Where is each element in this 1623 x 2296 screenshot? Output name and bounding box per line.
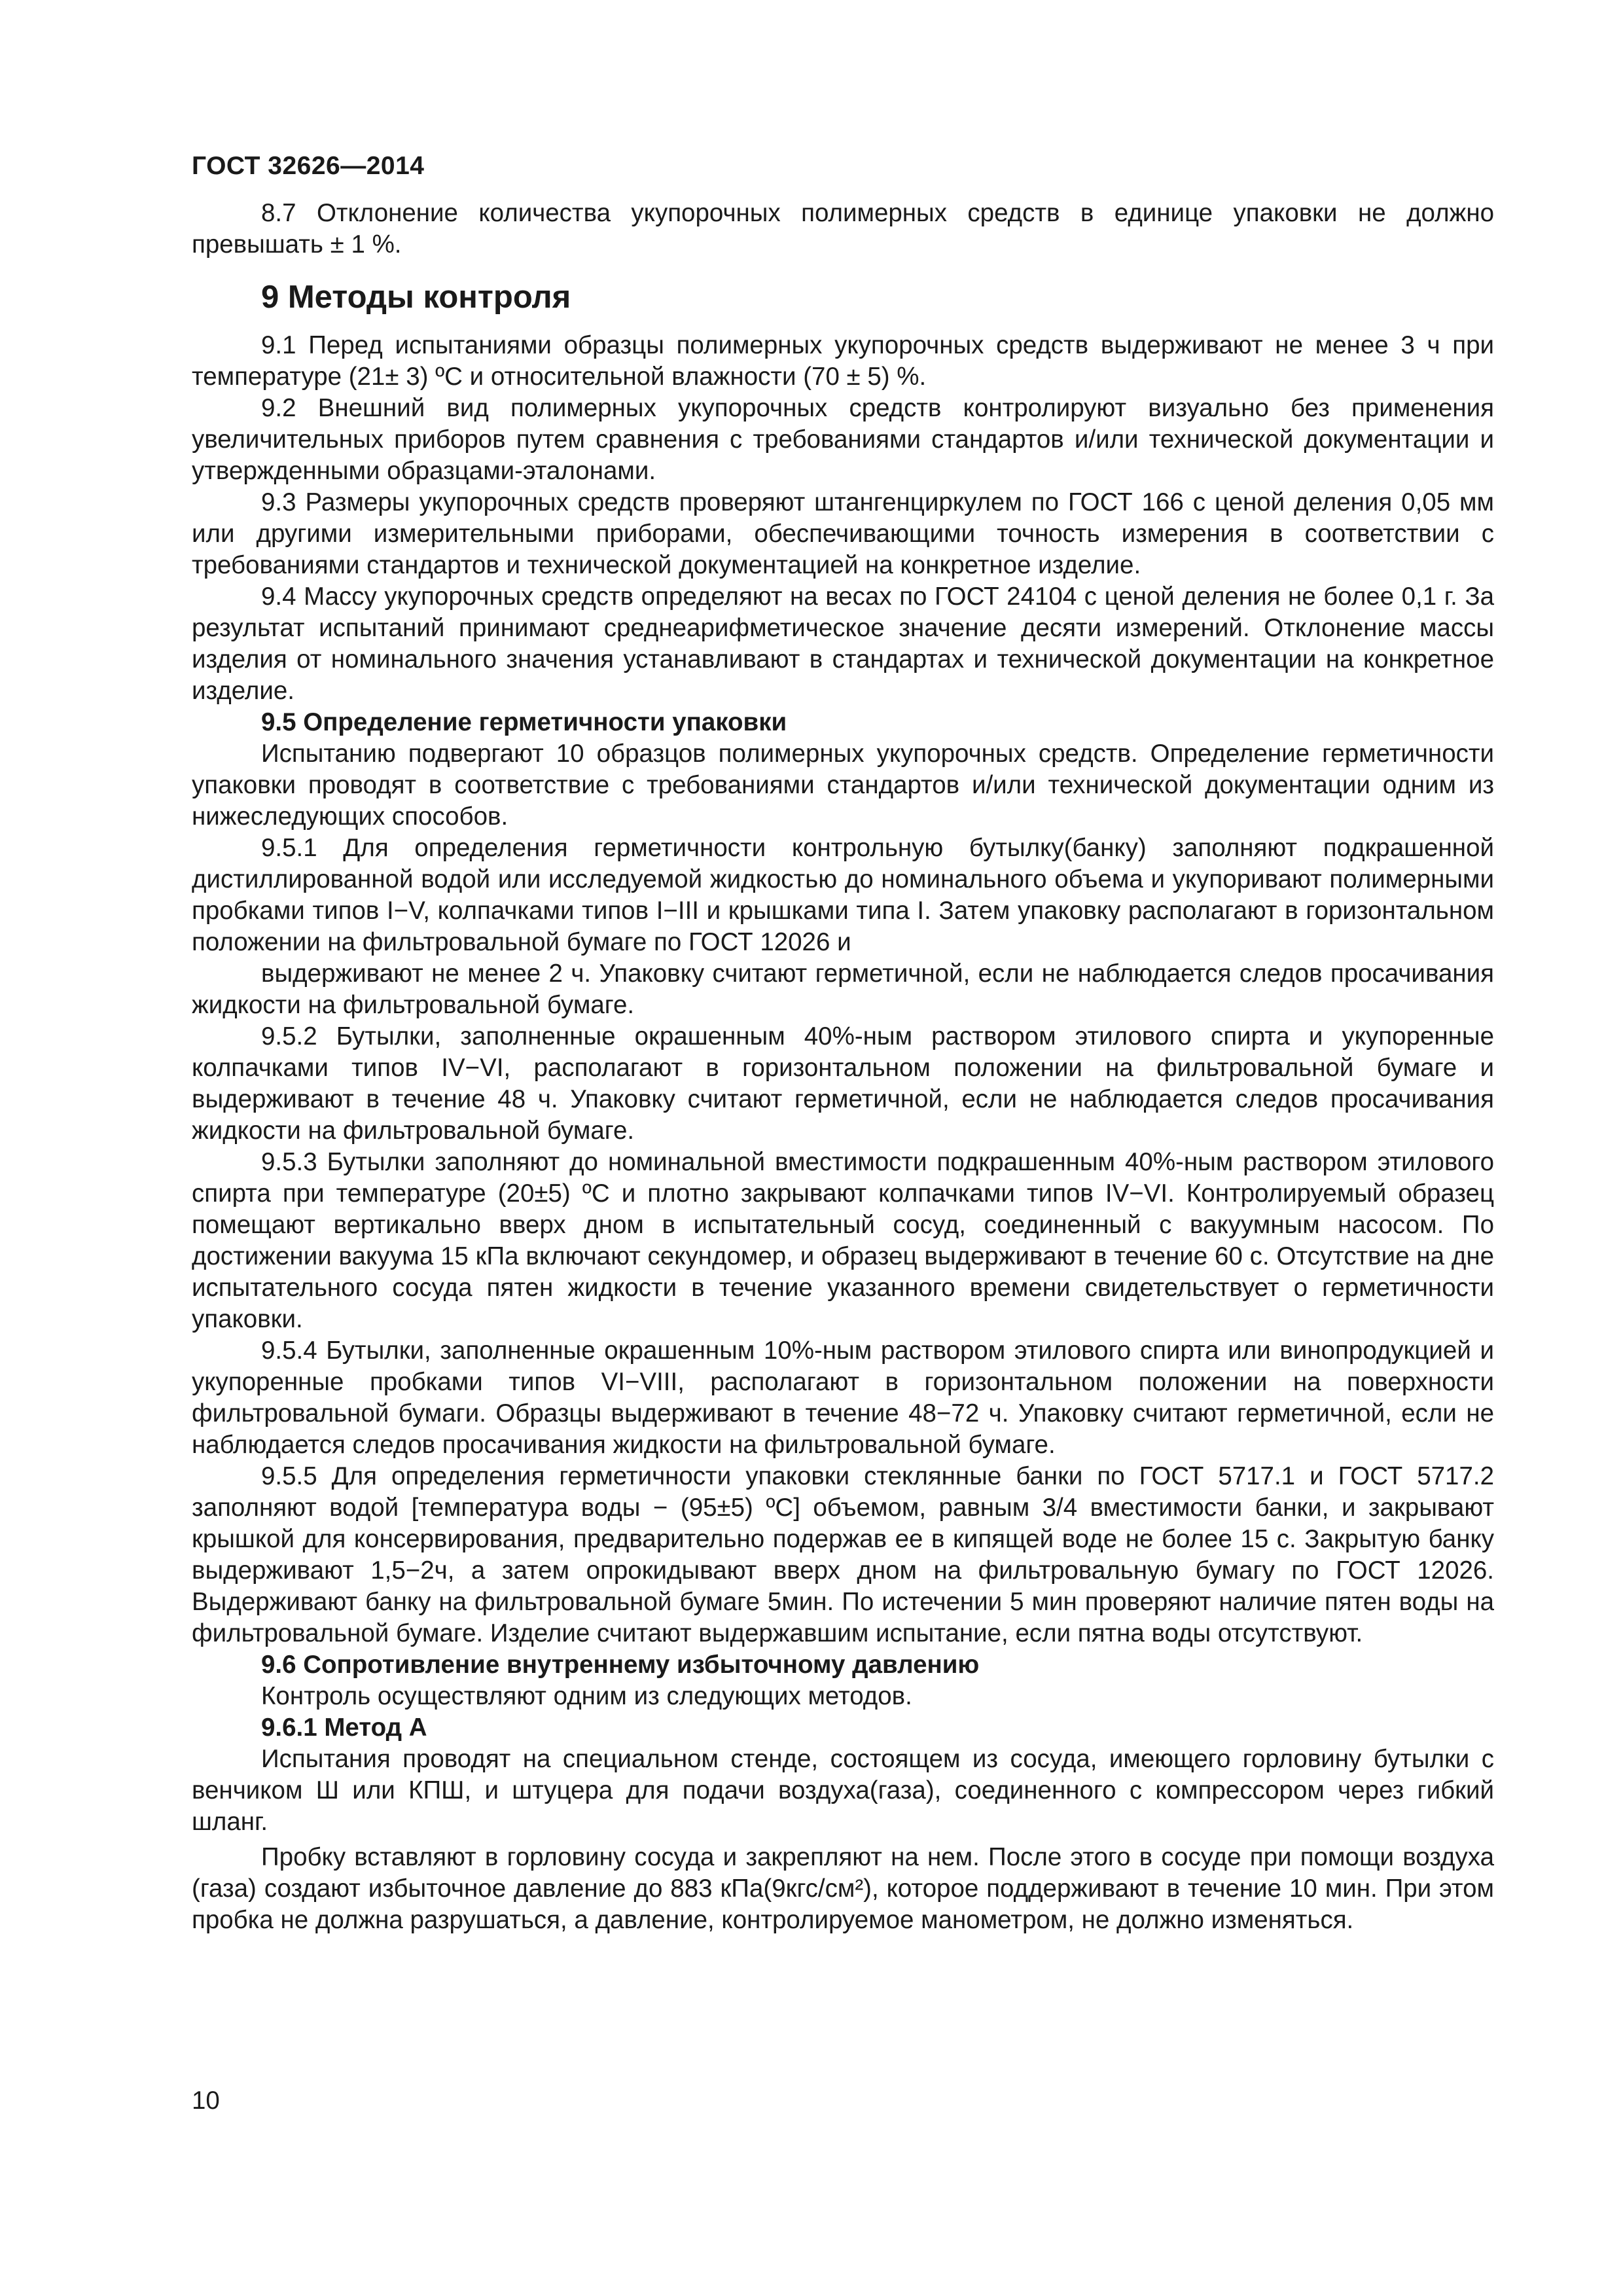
- paragraph-9-5-1: 9.5.1 Для определения герметичности контрольную бутылку(банку) заполняют подкрашенной дистиллированной водой или исследуемой жидкостью до номинального объема и укупоривают полимерными пробками типов I−V, колпачками типов I−III и крышками типа I. Затем упаковку располагают в горизонтальном положении на фильтровальной бумаге по ГОСТ 12026 и: [192, 834, 1494, 956]
- paragraph-9-5-3: 9.5.3 Бутылки заполняют до номинальной вместимости подкрашенным 40%-ным раствором этилового спирта при температуре (20±5) ºС и плотно закрывают колпачками типов IV−VI. Контролируемый образец помещают вертикально вверх дном в испытательный сосуд, соединенный с вакуумным насосом. По достижении вакуума 15 кПа включают секундомер, и образец выдерживают в течение 60 с. Отсутствие на дне испытательного сосуда пятен жидкости в течение указанного времени свидетельствует о герметичности упаковки.: [192, 1148, 1494, 1333]
- paragraph-9-5-2: 9.5.2 Бутылки, заполненные окрашенным 40%-ным раствором этилового спирта и укупоренные колпачками типов IV−VI, располагают в горизонтальном положении на фильтровальной бумаге и выдерживают в течение 48 ч. Упаковку считают герметичной, если не наблюдается следов просачивания жидкости на фильтровальной бумаге.: [192, 1022, 1494, 1145]
- document-header-code: ГОСТ 32626—2014: [192, 152, 425, 180]
- paragraph-9-6-intro: Контроль осуществляют одним из следующих методов.: [261, 1682, 912, 1710]
- paragraph-9-5-1-continued: выдерживают не менее 2 ч. Упаковку считают герметичной, если не наблюдается следов просачивания жидкости на фильтровальной бумаге.: [192, 960, 1494, 1019]
- subsection-heading-9-6: 9.6 Сопротивление внутреннему избыточному давлению: [261, 1651, 980, 1679]
- paragraph-9-2: 9.2 Внешний вид полимерных укупорочных средств контролируют визуально без применения увеличительных приборов путем сравнения с требованиями стандартов и/или технической документации и утвержденными образцами-эталонами.: [192, 394, 1494, 485]
- paragraph-9-6-1-b: Пробку вставляют в горловину сосуда и закрепляют на нем. После этого в сосуде при помощи воздуха (газа) создают избыточное давление до 883 кПа(9кгс/см²), которое поддерживают в течение 10 мин. При этом пробка не должна разрушаться, а давление, контролируемое манометром, не должно изменяться.: [192, 1843, 1494, 1934]
- paragraph-9-1: 9.1 Перед испытаниями образцы полимерных укупорочных средств выдерживают не менее 3 ч при температуре (21± 3) ºС и относительной влажности (70 ± 5) %.: [192, 331, 1494, 391]
- subsection-heading-9-5: 9.5 Определение герметичности упаковки: [261, 708, 787, 736]
- paragraph-8-7: 8.7 Отклонение количества укупорочных полимерных средств в единице упаковки не должно превышать ± 1 %.: [192, 199, 1494, 259]
- subsection-heading-9-6-1: 9.6.1 Метод А: [261, 1713, 427, 1742]
- paragraph-9-3: 9.3 Размеры укупорочных средств проверяют штангенциркулем по ГОСТ 166 с ценой деления 0,05 мм или другими измерительными приборами, обеспечивающими точность измерения в соответствии с требованиями стандартов и технической документацией на конкретное изделие.: [192, 488, 1494, 579]
- paragraph-9-5-intro: Испытанию подвергают 10 образцов полимерных укупорочных средств. Определение герметичности упаковки проводят в соответствие с требованиями стандартов и/или технической документации одним из нижеследующих способов.: [192, 740, 1494, 831]
- document-body: [192, 198, 1494, 1936]
- paragraph-9-6-1-a: Испытания проводят на специальном стенде, состоящем из сосуда, имеющего горловину бутылки с венчиком Ш или КПШ, и штуцера для подачи воздуха(газа), соединенного с компрессором через гибкий шланг.: [192, 1745, 1494, 1836]
- paragraph-9-4: 9.4 Массу укупорочных средств определяют на весах по ГОСТ 24104 с ценой деления не более 0,1 г. За результат испытаний принимают среднеарифметическое значение десяти измерений. Отклонение массы изделия от номинального значения устанавливают в стандартах и технической документации на конкретное изделие.: [192, 583, 1494, 705]
- paragraph-9-5-4: 9.5.4 Бутылки, заполненные окрашенным 10%-ным раствором этилового спирта или винопродукцией и укупоренные пробками типов VI−VIII, располагают в горизонтальном положении на поверхности фильтровальной бумаги. Образцы выдерживают в течение 48−72 ч. Упаковку считают герметичной, если не наблюдается следов просачивания жидкости на фильтровальной бумаге.: [192, 1336, 1494, 1459]
- page-number: 10: [192, 2087, 220, 2115]
- section-title-9: 9 Методы контроля: [261, 279, 571, 315]
- paragraph-9-5-5: 9.5.5 Для определения герметичности упаковки стеклянные банки по ГОСТ 5717.1 и ГОСТ 5717.2 заполняют водой [температура воды − (95±5) ºС] объемом, равным 3/4 вместимости банки, и закрывают крышкой для консервирования, предварительно подержав ее в кипящей воде не более 15 с. Закрытую банку выдерживают 1,5−2ч, а затем опрокидывают вверх дном на фильтровальную бумагу по ГОСТ 12026. Выдерживают банку на фильтровальной бумаге 5мин. По истечении 5 мин проверяют наличие пятен воды на фильтровальной бумаге. Изделие считают выдержавшим испытание, если пятна воды отсутствуют.: [192, 1462, 1494, 1647]
